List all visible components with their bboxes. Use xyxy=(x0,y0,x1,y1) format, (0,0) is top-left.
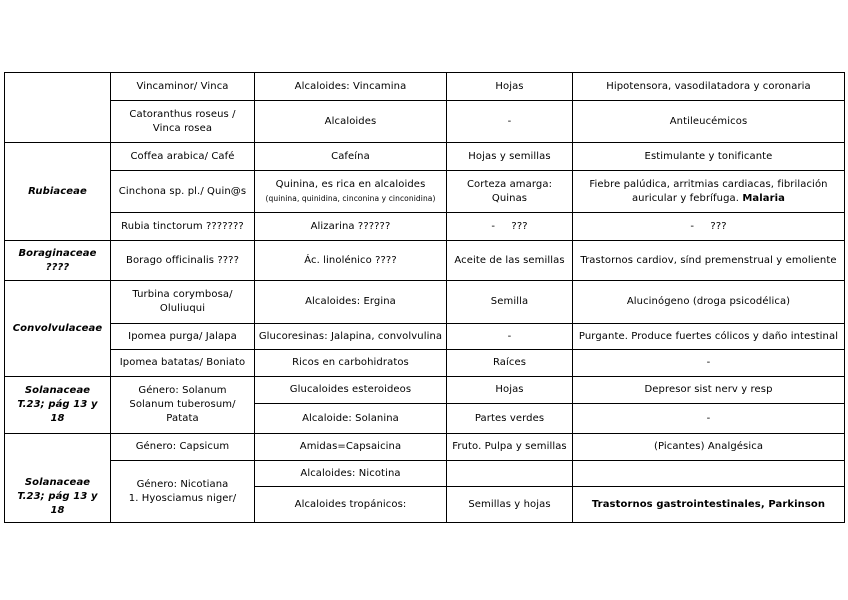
principle-line: Quinina, es rica en alcaloides xyxy=(275,178,426,190)
plant-cell: Vincaminor/ Vinca xyxy=(111,73,255,101)
table-row xyxy=(5,171,845,213)
table-row xyxy=(5,377,845,404)
part-cell: - ??? xyxy=(447,213,573,241)
principle-cell: Cafeína xyxy=(255,143,447,171)
part-cell: Fruto. Pulpa y semillas xyxy=(447,434,573,461)
use-cell: - ??? xyxy=(573,213,845,241)
principle-cell: Alizarina ?????? xyxy=(255,213,447,241)
principle-note: (quinina, quinidina, cinconina y cinconidina) xyxy=(265,193,436,203)
plant-line: Turbina corymbosa/ xyxy=(132,289,233,300)
plant-cell xyxy=(111,377,255,434)
family-cell-empty xyxy=(5,73,111,143)
family-line: 18 xyxy=(50,413,65,424)
part-cell: - xyxy=(447,101,573,143)
part-cell: Hojas xyxy=(447,377,573,404)
part-cell: Semillas y hojas xyxy=(447,487,573,523)
table-row xyxy=(5,350,845,377)
plants-table xyxy=(4,72,845,523)
principle-cell: Alcaloides: Ergina xyxy=(255,281,447,324)
part-cell xyxy=(447,171,573,213)
table-row xyxy=(5,434,845,461)
principle-cell: Glucaloides esteroideos xyxy=(255,377,447,404)
family-cell-rubiaceae: Rubiaceae xyxy=(5,143,111,241)
principle-cell: Alcaloides tropánicos: xyxy=(255,487,447,523)
use-line: Fiebre palúdica, arritmias cardiacas, fibrilación xyxy=(589,178,828,190)
part-line: Quinas xyxy=(491,192,528,204)
part-cell: Hojas y semillas xyxy=(447,143,573,171)
use-cell: - xyxy=(573,350,845,377)
plant-cell xyxy=(111,281,255,324)
use-cell: Alucinógeno (droga psicodélica) xyxy=(573,281,845,324)
principle-cell: Alcaloide: Solanina xyxy=(255,404,447,434)
use-cell: Trastornos gastrointestinales, Parkinson xyxy=(573,487,845,523)
use-cell: Depresor sist nerv y resp xyxy=(573,377,845,404)
principle-cell: Ác. linolénico ???? xyxy=(255,241,447,281)
principle-cell: Alcaloides: Vincamina xyxy=(255,73,447,101)
table-row xyxy=(5,241,845,281)
plant-cell xyxy=(111,461,255,523)
principle-cell: Ricos en carbohidratos xyxy=(255,350,447,377)
plant-line: Género: Solanum xyxy=(138,385,227,396)
principle-cell xyxy=(255,171,447,213)
table-row xyxy=(5,324,845,350)
plant-cell: Ipomea batatas/ Boniato xyxy=(111,350,255,377)
use-cell: Purgante. Produce fuertes cólicos y daño intestinal xyxy=(573,324,845,350)
part-cell: Partes verdes xyxy=(447,404,573,434)
principle-cell: Amidas=Capsaicina xyxy=(255,434,447,461)
plant-cell: Borago officinalis ???? xyxy=(111,241,255,281)
table-row xyxy=(5,73,845,101)
family-cell-solanaceae xyxy=(5,434,111,523)
plant-cell: Coffea arabica/ Café xyxy=(111,143,255,171)
plant-line: Vinca rosea xyxy=(152,122,213,134)
part-cell: Semilla xyxy=(447,281,573,324)
use-cell: - xyxy=(573,404,845,434)
family-line: Solanaceae xyxy=(24,385,91,396)
use-cell: Hipotensora, vasodilatadora y coronaria xyxy=(573,73,845,101)
part-line: Corteza amarga: xyxy=(466,178,553,190)
table-row xyxy=(5,101,845,143)
use-cell: (Picantes) Analgésica xyxy=(573,434,845,461)
plant-line: Patata xyxy=(166,413,199,424)
principle-cell: Glucoresinas: Jalapina, convolvulina xyxy=(255,324,447,350)
plant-cell: Cinchona sp. pl./ Quin@s xyxy=(111,171,255,213)
use-line: auricular y febrífuga. xyxy=(631,192,740,204)
use-cell: Antileucémicos xyxy=(573,101,845,143)
table-row xyxy=(5,281,845,324)
part-cell xyxy=(447,461,573,487)
table-row xyxy=(5,213,845,241)
principle-cell: Alcaloides: Nicotina xyxy=(255,461,447,487)
family-cell-solanaceae xyxy=(5,377,111,434)
family-cell-convolvulaceae: Convolvulaceae xyxy=(5,281,111,377)
family-line: Solanaceae xyxy=(24,477,91,488)
family-line: T.23; pág 13 y xyxy=(17,399,98,410)
part-cell: Raíces xyxy=(447,350,573,377)
family-cell-boraginaceae xyxy=(5,241,111,281)
family-line: Boraginaceae xyxy=(18,247,97,259)
use-cell xyxy=(573,171,845,213)
plant-line: Catoranthus roseus / xyxy=(129,108,236,120)
family-line: 18 xyxy=(50,505,65,516)
part-cell: Aceite de las semillas xyxy=(447,241,573,281)
table-row xyxy=(5,461,845,487)
family-line: T.23; pág 13 y xyxy=(17,491,98,502)
use-cell: Trastornos cardiov, sínd premenstrual y emoliente xyxy=(573,241,845,281)
principle-cell: Alcaloides xyxy=(255,101,447,143)
use-cell xyxy=(573,461,845,487)
plant-line: 1. Hyosciamus niger/ xyxy=(128,492,237,504)
family-line: ???? xyxy=(45,261,70,273)
plant-line: Oluliuqui xyxy=(159,303,206,314)
plant-cell: Ipomea purga/ Jalapa xyxy=(111,324,255,350)
use-highlight: Malaria xyxy=(742,192,786,204)
plant-line: Solanum tuberosum/ xyxy=(129,399,236,410)
use-cell: Estimulante y tonificante xyxy=(573,143,845,171)
plant-line: Género: Nicotiana xyxy=(136,478,229,490)
table-row xyxy=(5,143,845,171)
plant-cell: Género: Capsicum xyxy=(111,434,255,461)
plant-cell: Rubia tinctorum ??????? xyxy=(111,213,255,241)
part-cell: - xyxy=(447,324,573,350)
part-cell: Hojas xyxy=(447,73,573,101)
plant-cell xyxy=(111,101,255,143)
